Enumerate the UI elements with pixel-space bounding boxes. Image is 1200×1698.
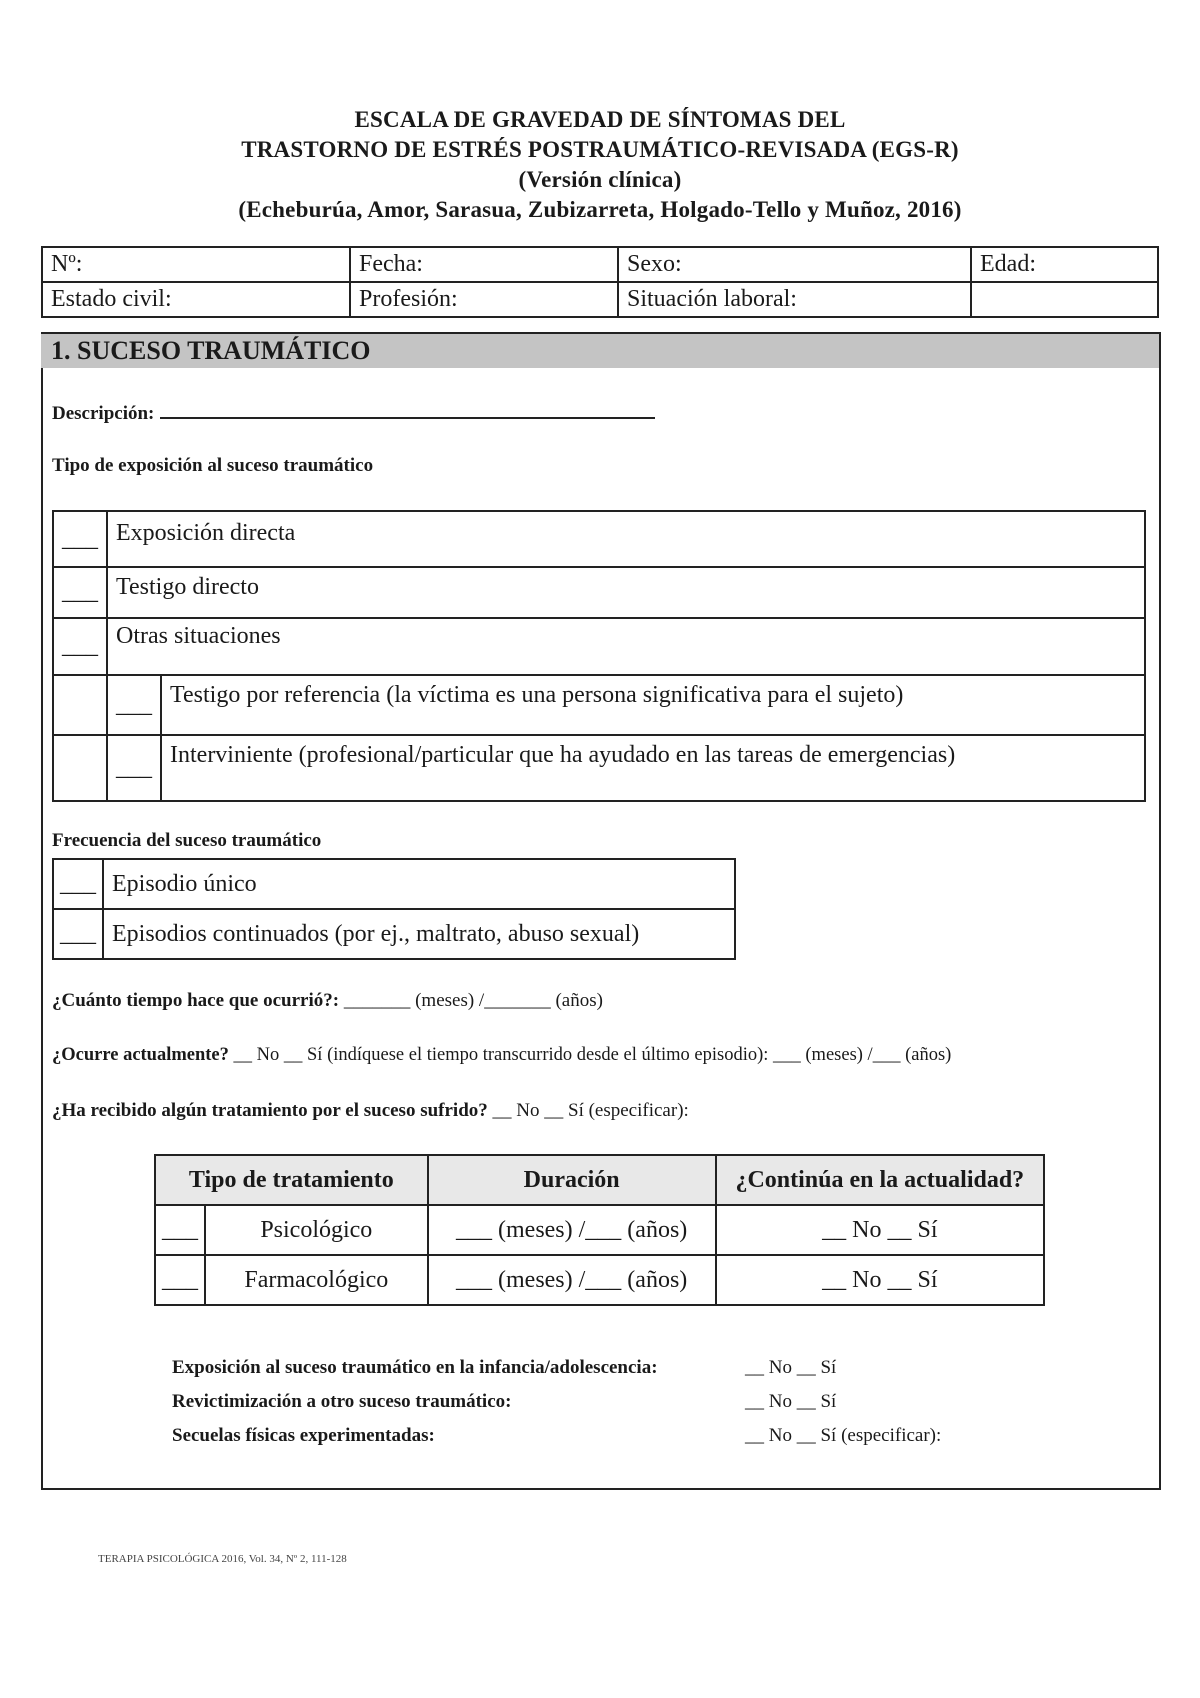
checkbox-blank[interactable]: ___ <box>107 735 161 801</box>
section-title: 1. SUCESO TRAUMÁTICO <box>51 336 371 365</box>
checkbox-blank[interactable]: ___ <box>53 909 103 959</box>
tipo-psicologico: Psicológico <box>205 1205 428 1255</box>
question-actual-label: ¿Ocurre actualmente? <box>52 1045 229 1065</box>
option-interviniente: Interviniente (profesional/particular que ha ayudado en las tareas de emergencias) <box>161 735 1145 801</box>
tratamiento-table <box>154 1154 1045 1306</box>
journal-footer: TERAPIA PSICOLÓGICA 2016, Vol. 34, Nº 2, 111-128 <box>98 1553 347 1565</box>
table-row <box>155 1255 1044 1305</box>
checkbox-blank[interactable]: ___ <box>107 675 161 735</box>
revictimizacion-answer[interactable]: __ No __ Sí <box>745 1391 837 1412</box>
continua-farmacologico[interactable]: __ No __ Sí <box>716 1255 1044 1305</box>
option-row <box>53 859 735 909</box>
checkbox-blank[interactable]: ___ <box>155 1255 205 1305</box>
edad-label: Edad: <box>980 251 1036 277</box>
title-line-2: TRASTORNO DE ESTRÉS POSTRAUMÁTICO-REVISADA (EGS-R) <box>241 137 959 162</box>
question-tiempo-answer: _______ (meses) /_______ (años) <box>343 990 603 1011</box>
tipo-exposicion-table <box>52 510 1146 802</box>
numero-field[interactable] <box>42 247 350 282</box>
fecha-field[interactable] <box>350 247 618 282</box>
checkbox-blank[interactable]: ___ <box>53 567 107 618</box>
duracion-psicologico[interactable]: ___ (meses) /___ (años) <box>428 1205 716 1255</box>
title-line-3: (Versión clínica) <box>518 167 682 192</box>
profesion-label: Profesión: <box>359 286 458 312</box>
identification-table <box>41 246 1159 318</box>
question-tratamiento-answer: __ No __ Sí (especificar): <box>492 1100 689 1121</box>
descripcion-label: Descripción: <box>52 403 155 424</box>
option-row <box>53 735 1145 801</box>
question-tiempo-label: ¿Cuánto tiempo hace que ocurrió?: <box>52 990 340 1011</box>
numero-label: Nº: <box>51 251 83 277</box>
option-otras: Otras situaciones <box>107 618 1145 675</box>
question-actual[interactable] <box>52 1045 951 1066</box>
sexo-label: Sexo: <box>627 251 682 277</box>
frecuencia-heading: Frecuencia del suceso traumático <box>52 830 322 851</box>
tipo-farmacologico: Farmacológico <box>205 1255 428 1305</box>
sexo-field[interactable] <box>618 247 971 282</box>
infancia-label: Exposición al suceso traumático en la infancia/adolescencia: <box>172 1357 658 1378</box>
question-tiempo[interactable] <box>52 990 603 1012</box>
option-testigo: Testigo directo <box>107 567 1145 618</box>
option-row <box>53 567 1145 618</box>
option-continuados: Episodios continuados (por ej., maltrato, abuso sexual) <box>103 909 735 959</box>
empty-cell <box>53 675 107 735</box>
option-directa: Exposición directa <box>107 511 1145 567</box>
header-duracion: Duración <box>428 1155 716 1205</box>
situacion-laboral-field[interactable] <box>618 282 971 317</box>
infancia-answer[interactable]: __ No __ Sí <box>745 1357 837 1378</box>
edad-field[interactable] <box>971 247 1158 282</box>
empty-cell <box>971 282 1158 317</box>
section-header <box>41 332 1159 368</box>
question-tratamiento[interactable] <box>52 1100 689 1122</box>
situacion-laboral-label: Situación laboral: <box>627 286 797 312</box>
fecha-label: Fecha: <box>359 251 423 277</box>
frecuencia-table <box>52 858 736 960</box>
option-referencia: Testigo por referencia (la víctima es una persona significativa para el sujeto) <box>161 675 1145 735</box>
estado-civil-field[interactable] <box>42 282 350 317</box>
checkbox-blank[interactable]: ___ <box>53 511 107 567</box>
estado-civil-label: Estado civil: <box>51 286 172 312</box>
continua-psicologico[interactable]: __ No __ Sí <box>716 1205 1044 1255</box>
question-actual-answer: __ No __ Sí (indíquese el tiempo transcurrido desde el último episodio): ___ (meses) /___ (años) <box>233 1045 952 1065</box>
table-row <box>155 1205 1044 1255</box>
descripcion-input[interactable] <box>160 399 655 419</box>
option-row <box>53 675 1145 735</box>
checkbox-blank[interactable]: ___ <box>53 618 107 675</box>
checkbox-blank[interactable]: ___ <box>155 1205 205 1255</box>
title-line-1: ESCALA DE GRAVEDAD DE SÍNTOMAS DEL <box>354 107 846 132</box>
header-tipo: Tipo de tratamiento <box>155 1155 428 1205</box>
option-row <box>53 511 1145 567</box>
option-row <box>53 618 1145 675</box>
checkbox-blank[interactable]: ___ <box>53 859 103 909</box>
option-row <box>53 909 735 959</box>
revictimizacion-label: Revictimización a otro suceso traumático: <box>172 1391 512 1412</box>
form-title <box>0 105 1200 225</box>
question-tratamiento-label: ¿Ha recibido algún tratamiento por el suceso sufrido? <box>52 1100 488 1121</box>
empty-cell <box>53 735 107 801</box>
profesion-field[interactable] <box>350 282 618 317</box>
header-continua: ¿Continúa en la actualidad? <box>716 1155 1044 1205</box>
tipo-exposicion-heading: Tipo de exposición al suceso traumático <box>52 455 374 476</box>
secuelas-label: Secuelas físicas experimentadas: <box>172 1425 435 1446</box>
duracion-farmacologico[interactable]: ___ (meses) /___ (años) <box>428 1255 716 1305</box>
descripcion-row <box>52 399 655 425</box>
secuelas-answer[interactable]: __ No __ Sí (especificar): <box>745 1425 942 1446</box>
option-unico: Episodio único <box>103 859 735 909</box>
title-line-4: (Echeburúa, Amor, Sarasua, Zubizarreta, Holgado-Tello y Muñoz, 2016) <box>238 197 962 222</box>
table-header-row <box>155 1155 1044 1205</box>
